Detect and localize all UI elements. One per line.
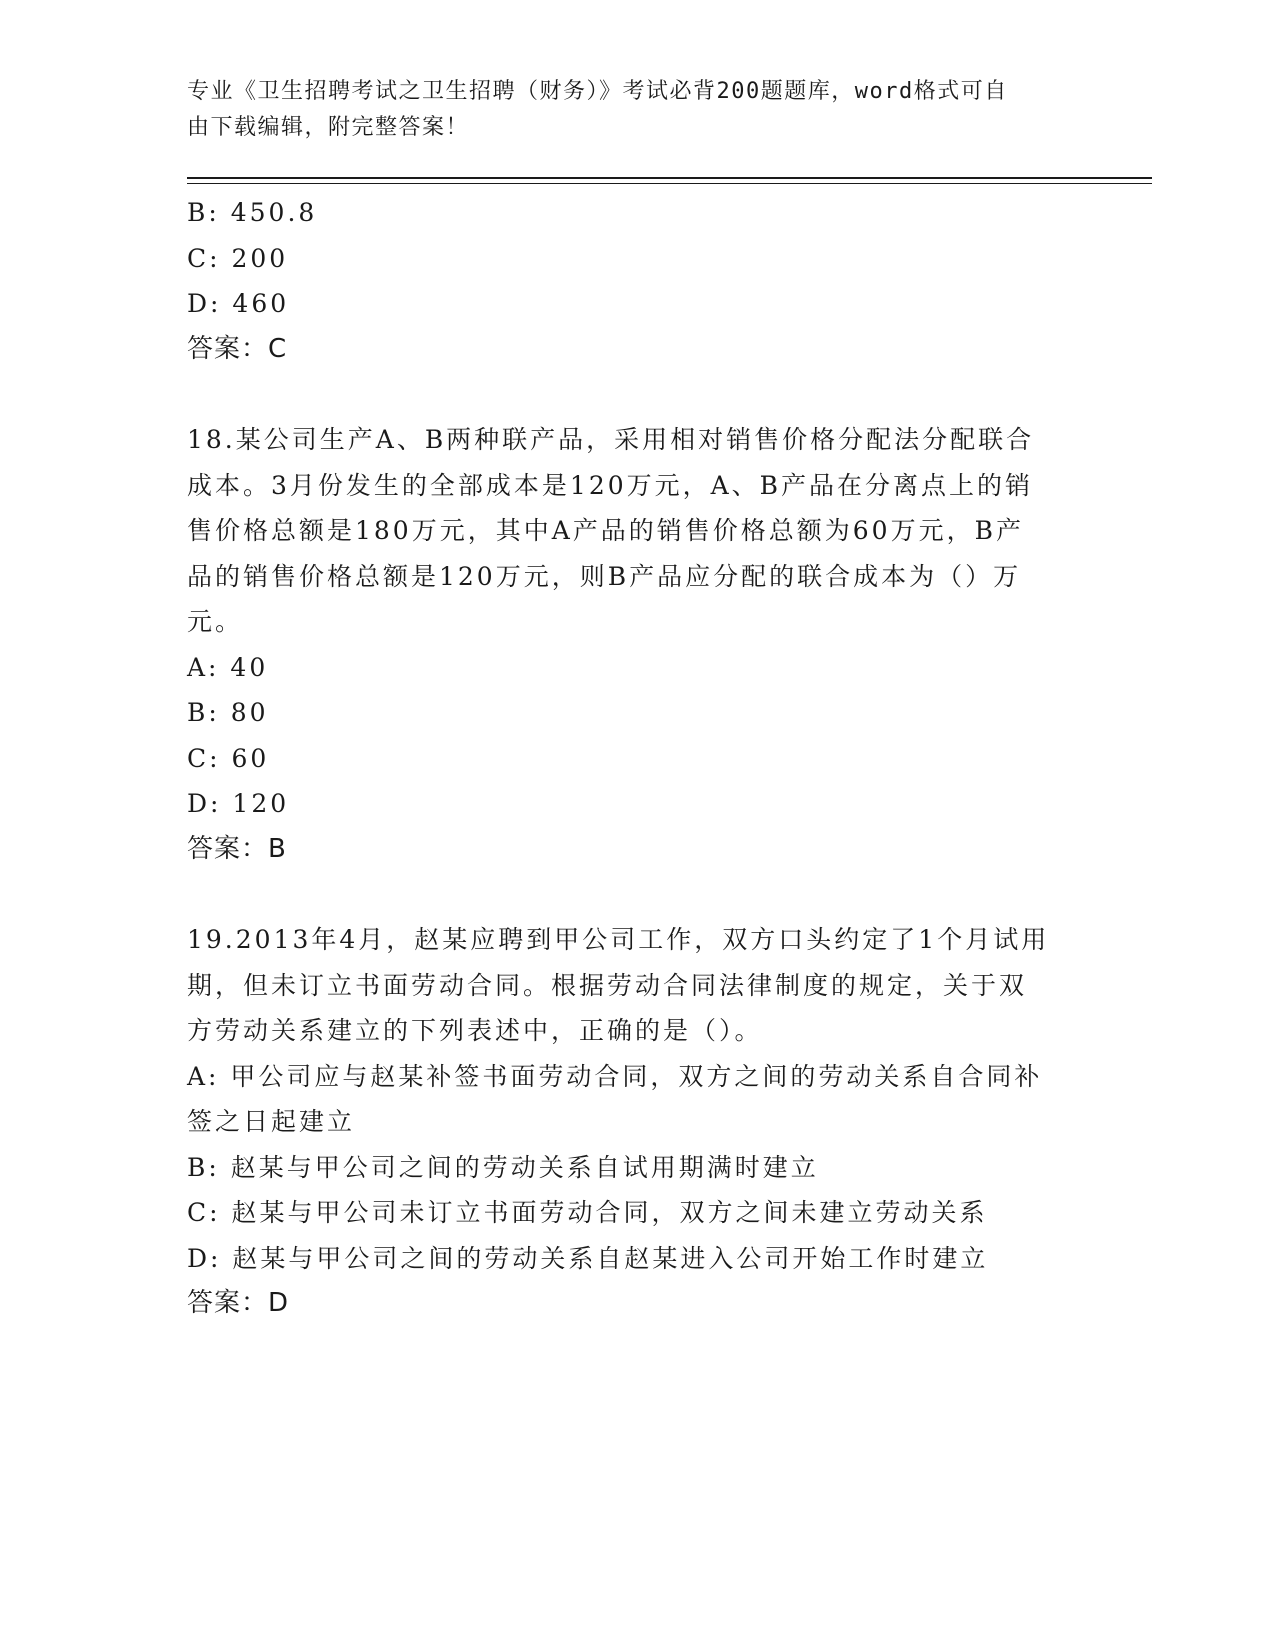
question-line: 品的销售价格总额是120万元，则B产品应分配的联合成本为（）万 [187,561,1022,591]
header-rule-thick [187,177,1152,179]
option-a: A: 甲公司应与赵某补签书面劳动合同，双方之间的劳动关系自合同补 [187,1061,1043,1091]
question-19 [187,917,1067,1327]
option-d: D: 赵某与甲公司之间的劳动关系自赵某进入公司开始工作时建立 [187,1243,989,1273]
answer-line: 答案：B [187,833,287,864]
document-content [187,190,1067,1327]
question-line: 期，但未订立书面劳动合同。根据劳动合同法律制度的规定，关于双 [187,970,1028,1000]
question-line: 售价格总额是180万元，其中A产品的销售价格总额为60万元，B产 [187,516,1024,545]
question-line: 19.2013年4月，赵某应聘到甲公司工作，双方口头约定了1个月试用 [187,925,1050,954]
option-b: B: 赵某与甲公司之间的劳动关系自试用期满时建立 [187,1152,819,1182]
page-header [187,74,1067,146]
answer-line: 答案：D [187,1288,290,1318]
answer-line: 答案：C [187,333,288,364]
header-line-1: 专业《卫生招聘考试之卫生招聘（财务）》考试必背200题题库，word格式可自 [187,79,1008,104]
question-line: 元。 [187,607,244,636]
option-a: A: 40 [187,652,269,682]
header-rule-thin [187,183,1152,184]
option-c: C: 60 [187,743,270,773]
option-b: B: 450.8 [187,198,318,227]
question-line: 方劳动关系建立的下列表述中，正确的是（）。 [187,1016,763,1045]
question-text [187,417,1067,645]
prev-question [187,190,1067,372]
option-d: D: 460 [187,289,290,318]
question-18 [187,417,1067,872]
question-line: 18.某公司生产A、B两种联产品，采用相对销售价格分配法分配联合 [187,425,1035,454]
question-line: 成本。3月份发生的全部成本是120万元，A、B产品在分离点上的销 [187,470,1034,500]
option-d: D: 120 [187,789,290,818]
option-c: C: 赵某与甲公司未订立书面劳动合同，双方之间未建立劳动关系 [187,1198,988,1227]
header-line-2: 由下载编辑，附完整答案！ [187,115,470,140]
option-a-continued: 签之日起建立 [187,1107,356,1136]
option-b: B: 80 [187,698,269,727]
option-c: C: 200 [187,243,289,273]
question-text [187,917,1067,1054]
